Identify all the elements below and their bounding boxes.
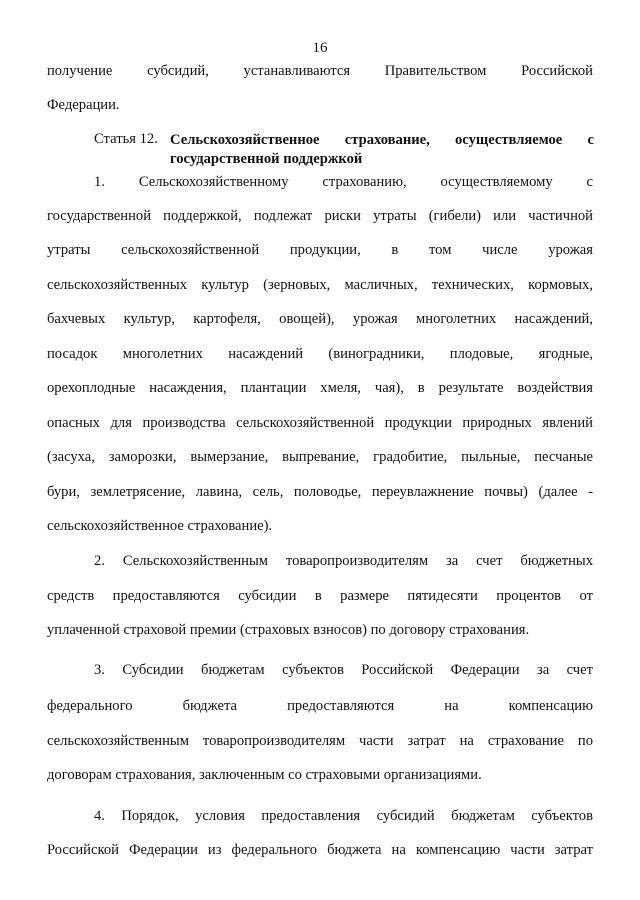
paragraph-line: утраты сельскохозяйственной продукции, в том числе урожая [47,242,593,258]
paragraph-line: сельскохозяйственных культур (зерновых, масличных, технических, кормовых, [47,277,593,293]
paragraph-line: сельскохозяйственное страхование). [47,518,273,534]
paragraph-line: договорам страхования, заключенным со страховыми организациями. [47,767,482,783]
paragraph-line: федерального бюджета предоставляются на компенсацию [47,698,593,714]
intro-line: Федерации. [47,97,120,113]
paragraph-line: (засуха, заморозки, вымерзание, выпревание, градобитие, пыльные, песчаные [47,449,593,465]
paragraph-line: посадок многолетних насаждений (виноградники, плодовые, ягодные, [47,346,593,362]
article-title-line: Сельскохозяйственное страхование, осуществляемое с [170,132,594,148]
article-number: Статья 12. [94,131,158,147]
article-title-line: государственной поддержкой [170,151,363,167]
paragraph-line: 3. Субсидии бюджетам субъектов Российской Федерации за счет [94,662,593,678]
paragraph-line: уплаченной страховой премии (страховых взносов) по договору страхования. [47,622,530,638]
paragraph-line: 2. Сельскохозяйственным товаропроизводителям за счет бюджетных [94,553,593,569]
paragraph-line: бури, землетрясение, лавина, сель, половодье, переувлажнение почвы) (далее - [47,484,593,500]
paragraph-line: 4. Порядок, условия предоставления субсидий бюджетам субъектов [94,808,593,824]
intro-line: получение субсидий, устанавливаются Правительством Российской [47,63,593,79]
paragraph-line: сельскохозяйственным товаропроизводителям части затрат на страхование по [47,733,593,749]
article-title [170,131,594,169]
paragraph-line: бахчевых культур, картофеля, овощей), урожая многолетних насаждений, [47,311,593,327]
paragraph-line: 1. Сельскохозяйственному страхованию, осуществляемому с [94,174,593,190]
paragraph-line: опасных для производства сельскохозяйственной продукции природных явлений [47,415,593,431]
page-number: 16 [312,40,328,56]
paragraph-line: Российской Федерации из федерального бюджета на компенсацию части затрат [47,842,593,858]
paragraph-line: государственной поддержкой, подлежат риски утраты (гибели) или частичной [47,208,593,224]
paragraph-line: орехоплодные насаждения, плантации хмеля, чая), в результате воздействия [47,380,593,396]
paragraph-line: средств предоставляются субсидии в размере пятидесяти процентов от [47,588,593,604]
